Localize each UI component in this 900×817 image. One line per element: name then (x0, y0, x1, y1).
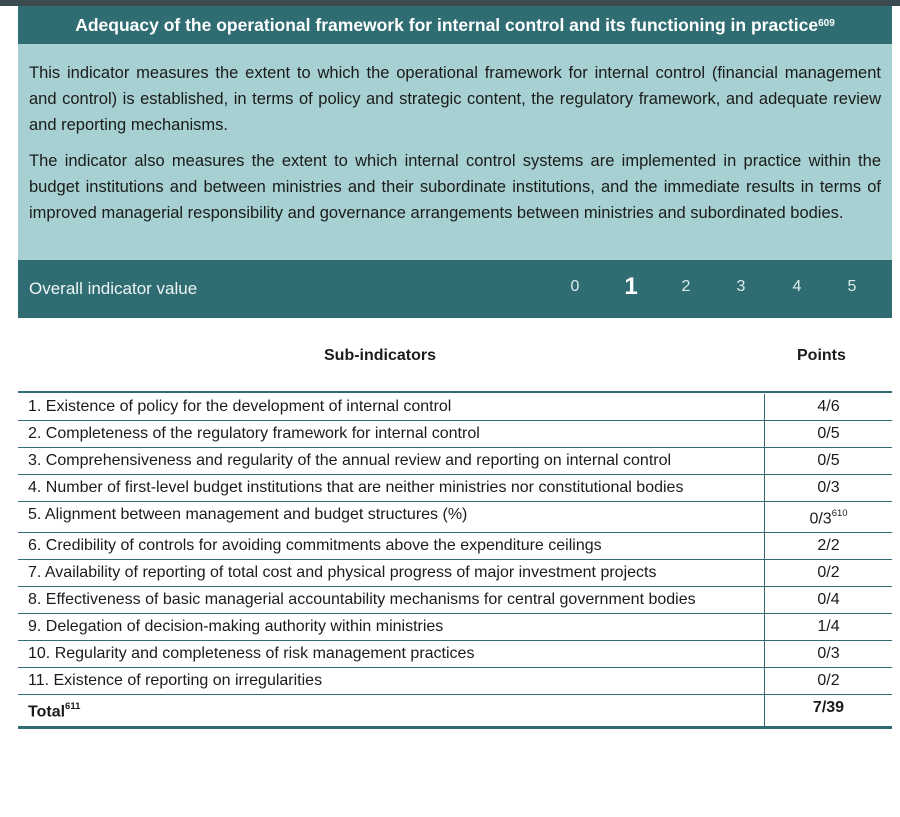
table-row (18, 560, 892, 587)
table-row (18, 448, 892, 475)
row-points: 2/2 (765, 533, 893, 560)
points-footnote: 610 (831, 508, 848, 519)
row-points: 0/5 (765, 421, 893, 448)
table-row (18, 475, 892, 502)
scale-value-0: 0 (570, 278, 580, 295)
row-points: 0/3 (765, 475, 893, 502)
scale-value-1-selected: 1 (624, 273, 638, 300)
sub-indicators-header: Sub-indicators (324, 347, 437, 364)
overall-indicator-label: Overall indicator value (29, 279, 198, 298)
indicator-description (18, 44, 892, 260)
row-label: 6. Credibility of controls for avoiding commitments above the expenditure ceilings (28, 537, 602, 555)
row-label: 5. Alignment between management and budget structures (%) (28, 506, 468, 523)
table-row (18, 641, 892, 668)
row-points: 4/6 (765, 394, 893, 421)
table-row (18, 668, 892, 695)
row-label: 3. Comprehensiveness and regularity of the annual review and reporting on internal control (28, 452, 672, 469)
description-paragraph-1: This indicator measures the extent to which the operational framework for internal control (financial management and control) is established, in terms of policy and strategic content, the regulatory framework, and adequate review and reporting mechanisms. (29, 64, 881, 134)
row-label: 10. Regularity and completeness of risk management practices (28, 645, 475, 663)
total-footnote: 611 (65, 701, 81, 713)
table-row (18, 587, 892, 614)
total-row (18, 695, 892, 727)
row-label: 4. Number of first-level budget institutions that are neither ministries nor constitutional bodies (28, 479, 684, 496)
row-points: 0/3 (765, 641, 893, 668)
indicator-title: Adequacy of the operational framework for internal control and its functioning in practice (75, 14, 819, 35)
sub-indicators-table (18, 394, 892, 729)
row-points: 0/3 (809, 510, 832, 528)
table-row (18, 533, 892, 560)
row-points: 0/2 (765, 668, 893, 695)
indicator-title-bar (18, 6, 892, 44)
table-header-rule (18, 391, 892, 393)
row-points-cell (765, 502, 893, 533)
row-points: 0/4 (765, 587, 893, 614)
total-points: 7/39 (765, 695, 893, 727)
row-label: 7. Availability of reporting of total cost and physical progress of major investment projects (28, 564, 657, 582)
row-label: 1. Existence of policy for the development of internal control (28, 398, 452, 415)
row-label: 8. Effectiveness of basic managerial accountability mechanisms for central government bodies (28, 591, 696, 609)
table-row (18, 502, 892, 533)
scale-value-5: 5 (847, 278, 857, 295)
title-footnote: 609 (818, 17, 835, 29)
overall-indicator-bar (18, 260, 892, 318)
row-label: 2. Completeness of the regulatory framework for internal control (28, 425, 480, 442)
table-row (18, 421, 892, 448)
table-row (18, 394, 892, 421)
description-paragraph-2: The indicator also measures the extent to which internal control systems are implemented in practice within the budget institutions and between ministries and their subordinate institutions, and the immediate results in terms of improved managerial responsibility and governance arrangements between ministries and subordinated bodies. (29, 152, 881, 222)
row-points: 1/4 (765, 614, 893, 641)
row-label: 11. Existence of reporting on irregularities (28, 672, 323, 690)
total-label: Total (28, 703, 66, 721)
scale-value-2: 2 (681, 278, 691, 295)
scale-value-3: 3 (736, 278, 746, 295)
table-row (18, 614, 892, 641)
points-header: Points (797, 347, 846, 364)
row-label: 9. Delegation of decision-making authority within ministries (28, 618, 444, 636)
scale-value-4: 4 (792, 278, 802, 295)
row-points: 0/5 (765, 448, 893, 475)
row-points: 0/2 (765, 560, 893, 587)
